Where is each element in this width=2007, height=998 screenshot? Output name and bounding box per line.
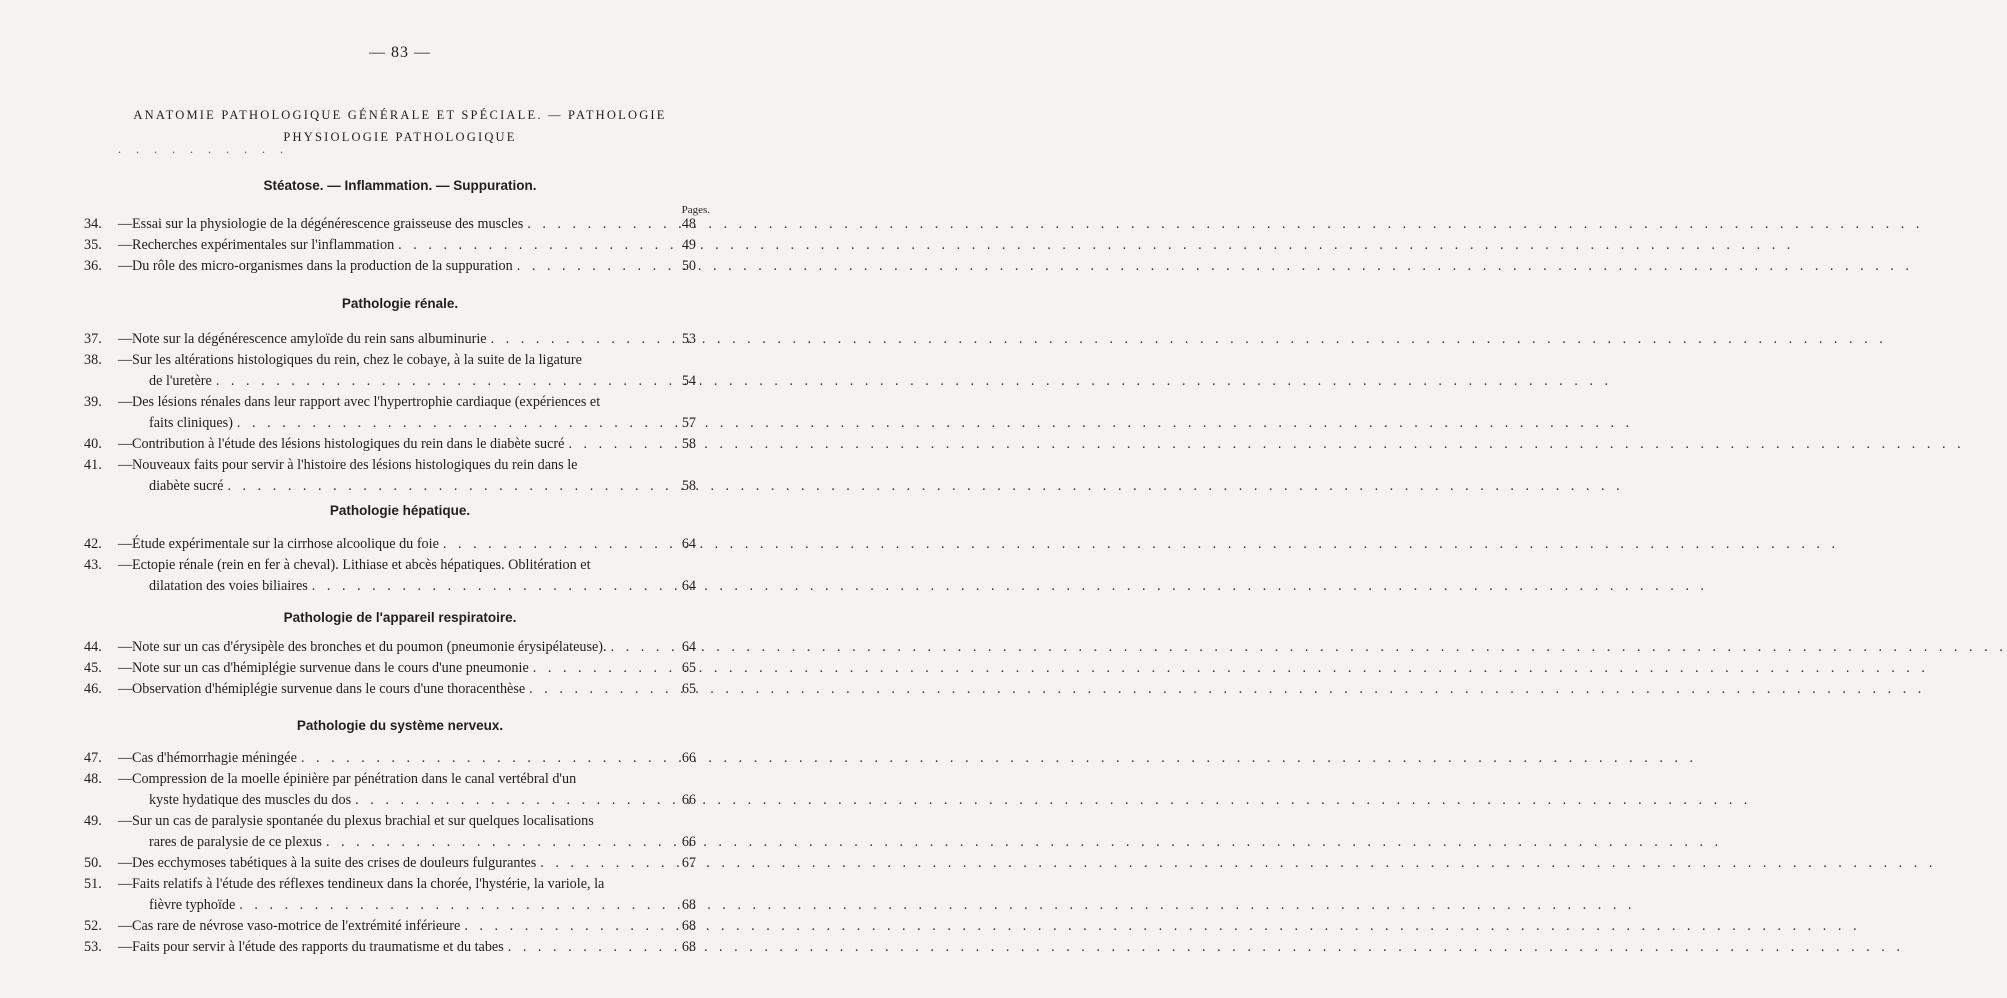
entry-text: Nouveaux faits pour servir à l'histoire des lésions histologiques du rein dans le [132,457,578,473]
section-title: Pathologie du système nerveux. [296,718,504,733]
entry-text: Du rôle des micro-organismes dans la production de la suppuration [132,258,513,274]
entry-number: 46. [84,681,102,697]
toc-entry [84,916,696,937]
entry-dash: — [118,394,133,410]
entry-number: 53. [84,939,102,955]
toc-entry [84,555,696,597]
entry-number: 37. [84,331,102,347]
entry-dash: — [118,855,133,871]
entry-text: dilatation des voies biliaires [149,578,308,594]
entry-number: 51. [84,876,102,892]
entry-dash: — [118,813,133,829]
entry-text: rares de paralysie de ce plexus [149,834,322,850]
entry-text: Observation d'hémiplégie survenue dans le cours d'une thoracenthèse [132,681,526,697]
entry-dash: — [118,331,133,347]
entry-dash: — [118,536,133,552]
entry-text: Des lésions rénales dans leur rapport avec l'hypertrophie cardiaque (expériences et [132,394,601,410]
entry-text: Des ecchymoses tabétiques à la suite des crises de douleurs fulgurantes [132,855,537,871]
toc-entry [84,769,696,811]
leader-dots [312,576,664,597]
entry-dash: — [118,876,133,892]
toc-entry [84,434,696,455]
entry-page: 64 [681,639,696,655]
entry-dash: — [118,557,133,573]
toc-entry [84,937,696,958]
entry-text: Note sur la dégénérescence amyloïde du rein sans albuminurie [132,331,487,347]
entry-text: Ectopie rénale (rein en fer à cheval). Lithiase et abcès hépatiques. Oblitération et [132,557,591,573]
pages-column-label: Pages. [681,204,710,216]
entry-dash: — [118,258,133,274]
entry-number: 34. [84,216,102,232]
entry-dash: — [118,352,133,368]
entry-page: 66 [681,792,696,808]
leader-dots [227,476,664,497]
toc-entry [84,679,696,700]
entry-page: 66 [681,750,696,766]
leader-dots [398,235,664,256]
entry-page: 66 [681,834,696,850]
entry-page: 68 [681,939,696,955]
entry-dash: — [118,771,133,787]
leader-dots [568,434,664,455]
toc-entry [84,874,696,916]
entry-text: Note sur un cas d'érysipèle des bronches et du poumon (pneumonie érysipélateuse). [132,639,607,655]
entry-number: 49. [84,813,102,829]
entry-page: 53 [681,331,696,347]
toc-entry [84,256,696,277]
entry-page: 54 [681,373,696,389]
leader-dots [301,748,664,769]
entry-dash: — [118,750,133,766]
heading-dots: . . . . . . . . . . [118,142,289,156]
entry-text: faits cliniques) [149,415,233,431]
entry-text: Cas d'hémorrhagie méningée [132,750,297,766]
entry-dash: — [118,660,133,676]
entry-page: 67 [681,855,696,871]
main-heading-line1: ANATOMIE PATHOLOGIQUE GÉNÉRALE ET SPÉCIALE. — PATHOLOGIE [133,108,667,122]
entry-number: 44. [84,639,102,655]
toc-entry [84,748,696,769]
entry-page: 64 [681,536,696,552]
entry-text: Étude expérimentale sur la cirrhose alcoolique du foie [132,536,439,552]
entry-number: 40. [84,436,102,452]
entry-page: 57 [681,415,696,431]
entry-dash: — [118,639,133,655]
entry-text: kyste hydatique des muscles du dos [149,792,352,808]
entry-text: Cas rare de névrose vaso-motrice de l'extrémité inférieure [132,918,461,934]
leader-dots [355,790,664,811]
entry-text: Essai sur la physiologie de la dégénérescence graisseuse des muscles [132,216,524,232]
entry-number: 47. [84,750,102,766]
entry-dash: — [118,216,133,232]
entry-number: 45. [84,660,102,676]
toc-entry [84,853,696,874]
toc-entry [84,534,696,555]
entry-dash: — [118,918,133,934]
leader-dots [326,832,664,853]
leader-dots [527,214,664,235]
entry-number: 42. [84,536,102,552]
leader-dots [533,658,664,679]
toc-entry [84,658,696,679]
entry-text: Note sur un cas d'hémiplégie survenue dans le cours d'une pneumonie [132,660,529,676]
entry-page: 49 [681,237,696,253]
toc-entry [84,455,696,497]
section-title: Pathologie rénale. [341,296,459,311]
entry-text: Faits relatifs à l'étude des réflexes tendineux dans la chorée, l'hystérie, la variole, la [132,876,605,892]
entry-page: 48 [681,216,696,232]
leader-dots [611,637,664,658]
entry-number: 52. [84,918,102,934]
leader-dots [540,853,664,874]
toc-entry [84,637,696,658]
entry-text: diabète sucré [149,478,224,494]
toc-entry [84,235,696,256]
entry-text: Sur un cas de paralysie spontanée du plexus brachial et sur quelques localisations [132,813,594,829]
entry-number: 36. [84,258,102,274]
entry-number: 39. [84,394,102,410]
leader-dots [491,329,664,350]
entry-number: 48. [84,771,102,787]
entry-text: fièvre typhoïde [149,897,236,913]
entry-dash: — [118,237,133,253]
toc-entry [84,329,696,350]
section-title: Pathologie hépatique. [329,503,471,518]
leader-dots [216,371,664,392]
toc-entry [84,392,696,434]
leader-dots [239,895,664,916]
entry-number: 43. [84,557,102,573]
entry-page: 64 [681,578,696,594]
entry-text: Faits pour servir à l'étude des rapports du traumatisme et du tabes [132,939,504,955]
entry-text: Recherches expérimentales sur l'inflammation [132,237,395,253]
entry-page: 58 [681,478,696,494]
leader-dots [529,679,664,700]
entry-dash: — [118,436,133,452]
entry-page: 58 [681,436,696,452]
entry-page: 65 [681,681,696,697]
section-title: Stéatose. — Inflammation. — Suppuration. [263,178,537,193]
entry-number: 35. [84,237,102,253]
entry-number: 41. [84,457,102,473]
entry-text: Sur les altérations histologiques du rein, chez le cobaye, à la suite de la ligature [132,352,582,368]
main-heading-line2: PHYSIOLOGIE PATHOLOGIQUE [283,130,517,144]
entry-dash: — [118,457,133,473]
entry-page: 65 [681,660,696,676]
entry-text: Compression de la moelle épinière par pénétration dans le canal vertébral d'un [132,771,577,787]
entry-number: 50. [84,855,102,871]
entry-page: 68 [681,897,696,913]
toc-entry [84,214,696,235]
entry-text: de l'uretère [149,373,212,389]
entry-number: 38. [84,352,102,368]
entry-text: Contribution à l'étude des lésions histologiques du rein dans le diabète sucré [132,436,565,452]
toc-entry [84,811,696,853]
toc-entry [84,350,696,392]
leader-dots [508,937,664,958]
leader-dots [443,534,664,555]
leader-dots [517,256,664,277]
leader-dots [464,916,664,937]
section-title: Pathologie de l'appareil respiratoire. [283,610,517,625]
entry-dash: — [118,939,133,955]
leader-dots [237,413,664,434]
entry-dash: — [118,681,133,697]
page-number: — 83 — [369,44,431,61]
entry-page: 50 [681,258,696,274]
entry-page: 68 [681,918,696,934]
